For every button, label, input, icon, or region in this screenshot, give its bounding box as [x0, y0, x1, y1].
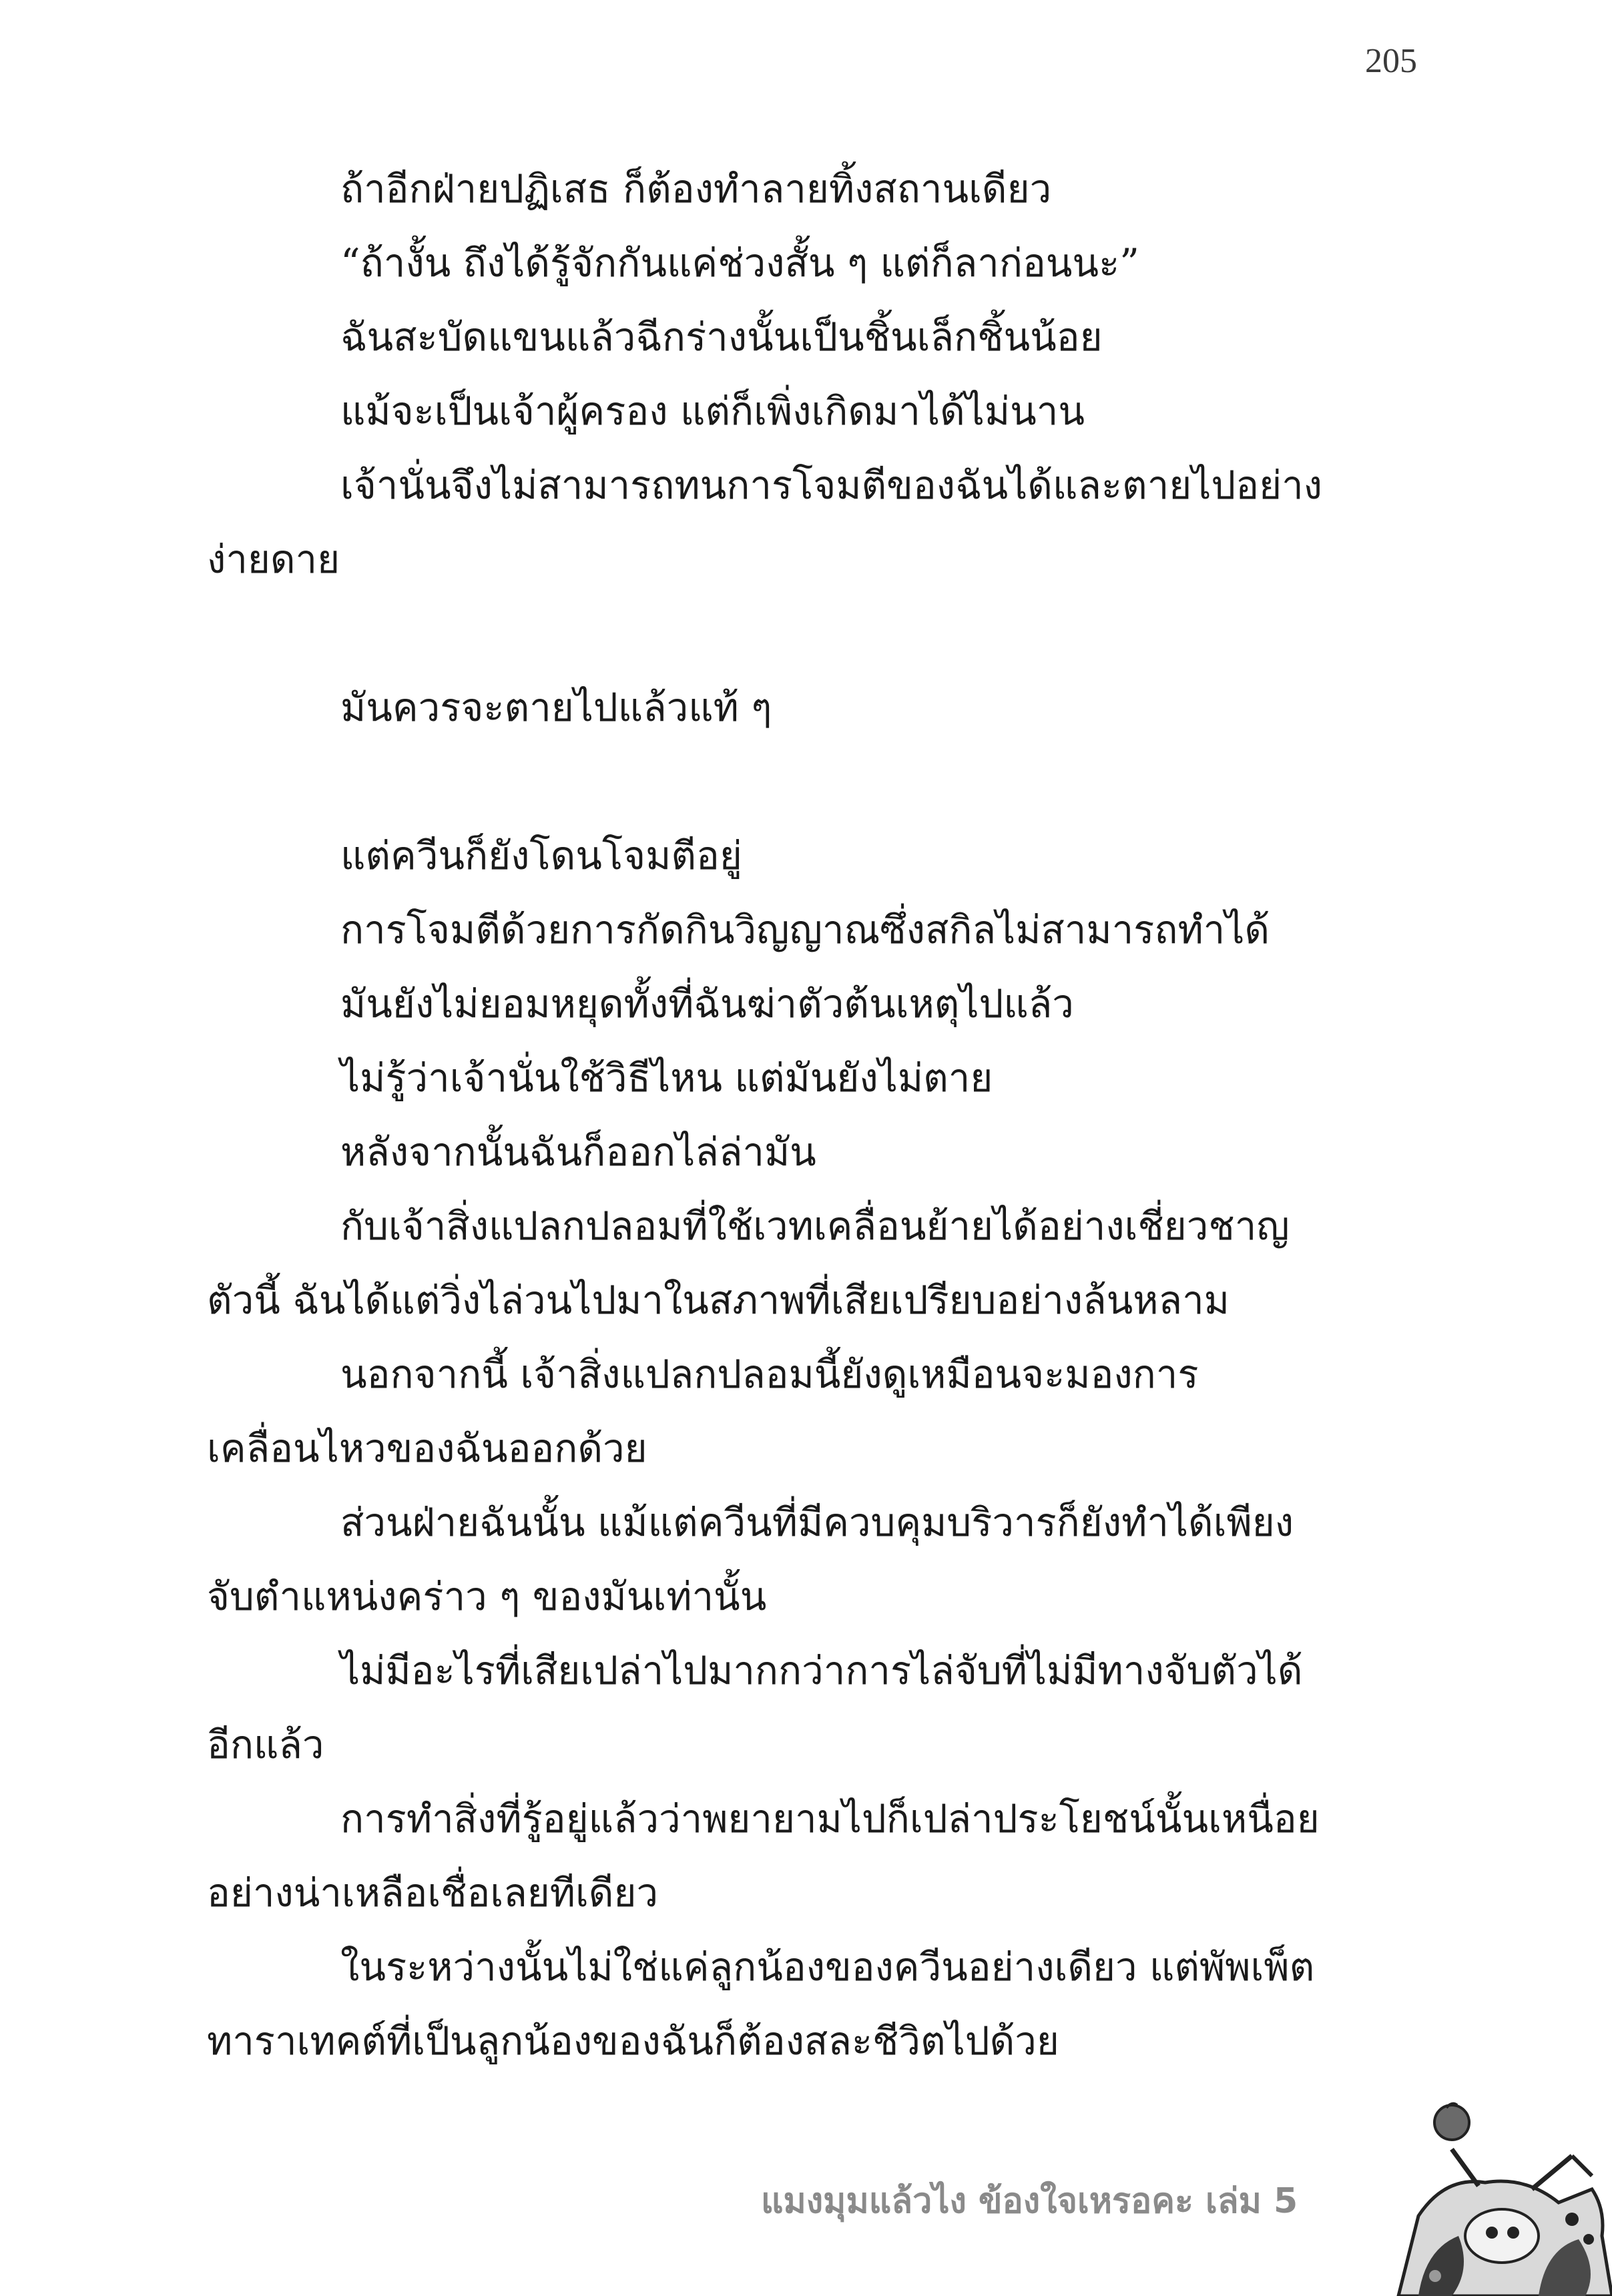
text-line: ส่วนฝ่ายฉันนั้น แม้แต่ควีนที่มีควบคุมบริวารก็ยังทำได้เพียง: [340, 1500, 1294, 1545]
spider-mascot-illustration: [1372, 2076, 1612, 2296]
text-line: อีกแล้ว: [207, 1722, 324, 1767]
text-line: ในระหว่างนั้นไม่ใช่แค่ลูกน้องของควีนอย่างเดียว แต่พัพเพ็ต: [340, 1944, 1315, 1990]
text-line: จับตำแหน่งคร่าว ๆ ของมันเท่านั้น: [207, 1574, 767, 1619]
text-line: การโจมตีด้วยการกัดกินวิญญาณซึ่งสกิลไม่สามารถทำได้: [340, 907, 1270, 952]
text-line: ฉันสะบัดแขนแล้วฉีกร่างนั้นเป็นชิ้นเล็กชิ้นน้อย: [340, 314, 1103, 360]
text-line: แต่ควีนก็ยังโดนโจมตีอยู่: [340, 833, 742, 878]
page-number: 205: [1365, 42, 1417, 80]
text-line: หลังจากนั้นฉันก็ออกไล่ล่ามัน: [340, 1129, 816, 1175]
text-line: ง่ายดาย: [207, 537, 340, 582]
blank-line: [207, 597, 1415, 671]
text-line: มันควรจะตายไปแล้วแท้ ๆ: [340, 685, 772, 730]
text-line: ไม่มีอะไรที่เสียเปล่าไปมากกว่าการไล่จับที่ไม่มีทางจับตัวได้: [340, 1648, 1303, 1693]
text-line: ไม่รู้ว่าเจ้านั่นใช้วิธีไหน แต่มันยังไม่ตาย: [340, 1055, 993, 1101]
footer-book-title: แมงมุมแล้วไง ข้องใจเหรอคะ เล่ม 5: [761, 2181, 1298, 2221]
text-line: กับเจ้าสิ่งแปลกปลอมที่ใช้เวทเคลื่อนย้ายได้อย่างเชี่ยวชาญ: [340, 1203, 1290, 1249]
text-line: การทำสิ่งที่รู้อยู่แล้วว่าพยายามไปก็เปล่าประโยชน์นั้นเหนื่อย: [340, 1796, 1320, 1841]
text-line: เจ้านั่นจึงไม่สามารถทนการโจมตีของฉันได้และตายไปอย่าง: [340, 463, 1322, 508]
body-text: [207, 152, 1415, 2078]
text-line: อย่างน่าเหลือเชื่อเลยทีเดียว: [207, 1870, 659, 1916]
text-line: “ถ้างั้น ถึงได้รู้จักกันแค่ช่วงสั้น ๆ แต่ก็ลาก่อนนะ”: [340, 240, 1139, 286]
text-line: มันยังไม่ยอมหยุดทั้งที่ฉันฆ่าตัวต้นเหตุไปแล้ว: [340, 981, 1074, 1027]
blank-line: [207, 745, 1415, 819]
text-line: ทาราเทคต์ที่เป็นลูกน้องของฉันก็ต้องสละชีวิตไปด้วย: [207, 2018, 1059, 2064]
text-line: แม้จะเป็นเจ้าผู้ครอง แต่ก็เพิ่งเกิดมาได้ไม่นาน: [340, 388, 1085, 434]
text-line: ตัวนี้ ฉันได้แต่วิ่งไล่วนไปมาในสภาพที่เสียเปรียบอย่างล้นหลาม: [207, 1277, 1230, 1323]
text-line: เคลื่อนไหวของฉันออกด้วย: [207, 1426, 647, 1471]
text-line: ถ้าอีกฝ่ายปฏิเสธ ก็ต้องทำลายทิ้งสถานเดียว: [340, 166, 1052, 212]
text-line: นอกจากนี้ เจ้าสิ่งแปลกปลอมนี้ยังดูเหมือนจะมองการ: [340, 1352, 1199, 1397]
